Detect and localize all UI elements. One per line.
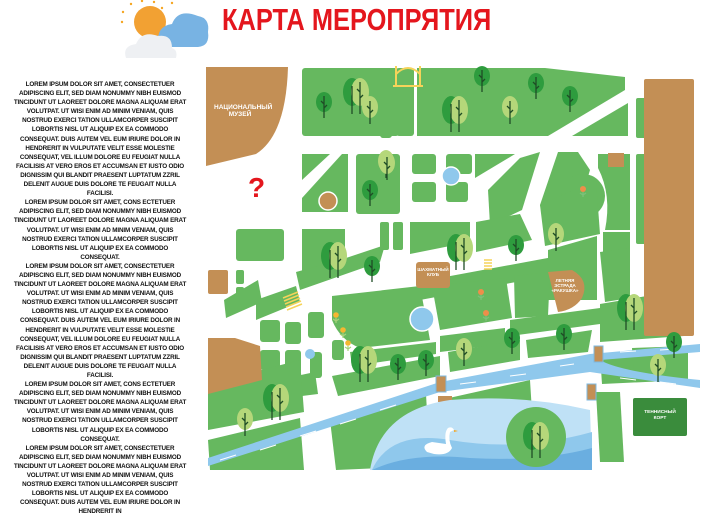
paragraph: LOREM IPSUM DOLOR SIT AMET, CONS ECTETUER ADIPISCING ELIT, SED DIAM NONUMMY NIBH EUISMOD TINCIDUNT UT LAOREET DOLORE MAGNA ALIQUAM ERAT VOLUTPAT. UT WISI ENIM AD MINIM VENIAM, QUIS NOSTRUD EXERCI TATION ULLAMCORPER SUSCIPIT LOBORTIS NISL UT ALIQUIP EX EA COMMODO CONSEQUAT.	[13, 199, 187, 261]
paragraph: LOREM IPSUM DOLOR SIT AMET, CONSECTETUER ADIPISCING ELIT, SED DIAM NONUMMY NIBH EUISMOD TINCIDUNT UT LAOREET DOLORE MAGNA ALIQUAM ERAT VOLUTPAT. UT WISI ENIM AD MINIM VENIAM, QUIS NOSTRUD EXERCI TATION ULLAMCORPER SUSCIPIT LOBORTIS NISL UT ALIQUIP EX EA COMMODO CONSEQUAT. DUIS AUTEM VEL EUM IRIURE DOLOR IN HENDRERIT IN VULPUTATE VELIT ESSE MOLESTIE CONSEQUAT, VEL ILLUM DOLORE EU FEUGIAT NULLA FACILISIS AT VERO EROS ET ACCUMSAN ET IUSTO ODIO DIGNISSIM QUI BLANDIT PRAESENT LUPTATUM ZZRIL DELENIT AUGUE DUIS DOLORE TE FEUGAIT NULLA FACILISI.	[13, 262, 187, 379]
paragraph: LOREM IPSUM DOLOR SIT AMET, CONSECTETUER ADIPISCING ELIT, SED DIAM NONUMMY NIBH EUISMOD TINCIDUNT UT LAOREET DOLORE MAGNA ALIQUAM ERAT VOLUTPAT. UT WISI ENIM AD MINIM VENIAM, QUIS NOSTRUD EXERCI TATION ULLAMCORPER SUSCIPIT LOBORTIS NISL UT ALIQUIP EX EA COMMODO CONSEQUAT. DUIS AUTEM VEL EUM IRIURE DOLOR IN HENDRERIT IN	[13, 444, 187, 516]
bridge	[594, 346, 603, 362]
question-mark: ?	[248, 172, 266, 203]
paragraph: LOREM IPSUM DOLOR SIT AMET, CONSECTETUER ADIPISCING ELIT, SED DIAM NONUMMY NIBH EUISMOD TINCIDUNT UT LAOREET DOLORE MAGNA ALIQUAM ERAT VOLUTPAT. UT WISI ENIM AD MINIM VENIAM, QUIS NOSTRUD EXERCI TATION ULLAMCORPER SUSCIPIT LOBORTIS NISL UT ALIQUIP EX EA COMMODO CONSEQUAT. DUIS AUTEM VEL EUM IRIURE DOLOR IN HENDRERIT IN VULPUTATE VELIT ESSE MOLESTIE CONSEQUAT, VEL ILLUM DOLORE EU FEUGIAT NULLA FACILISIS AT VERO EROS ET ACCUMSAN ET IUSTO ODIO DIGNISSIM QUI BLANDIT PRAESENT LUPTATUM ZZRIL DELENIT AUGUE DUIS DOLORE TE FEUGAIT NULLA FACILISI.	[13, 81, 187, 198]
tennis-court-label[interactable]: ТЕННИСНЫЙ КОРТ	[644, 410, 676, 421]
stadium	[644, 79, 694, 336]
summer-stage-label[interactable]: ЛЕТНЯЯ ЭСТРАДА «РАКУШКА»	[551, 278, 579, 294]
bridge	[587, 384, 596, 400]
bridge	[436, 376, 446, 392]
paragraph: LOREM IPSUM DOLOR SIT AMET, CONS ECTETUER ADIPISCING ELIT, SED DIAM NONUMMY NIBH EUISMOD TINCIDUNT UT LAOREET DOLORE MAGNA ALIQUAM ERAT VOLUTPAT. UT WISI ENIM AD MINIM VENIAM, QUIS NOSTRUD EXERCI TATION ULLAMCORPER SUSCIPIT LOBORTIS NISL UT ALIQUIP EX EA COMMODO CONSEQUAT.	[13, 381, 187, 443]
page-title: КАРТА МЕРОПРЯТИЯ	[222, 2, 492, 37]
museum-label[interactable]: НАЦИОНАЛЬНЫЙ МУЗЕЙ	[214, 104, 273, 119]
chess-club-label[interactable]: ШАХМАТНЫЙ КЛУБ	[417, 267, 449, 278]
